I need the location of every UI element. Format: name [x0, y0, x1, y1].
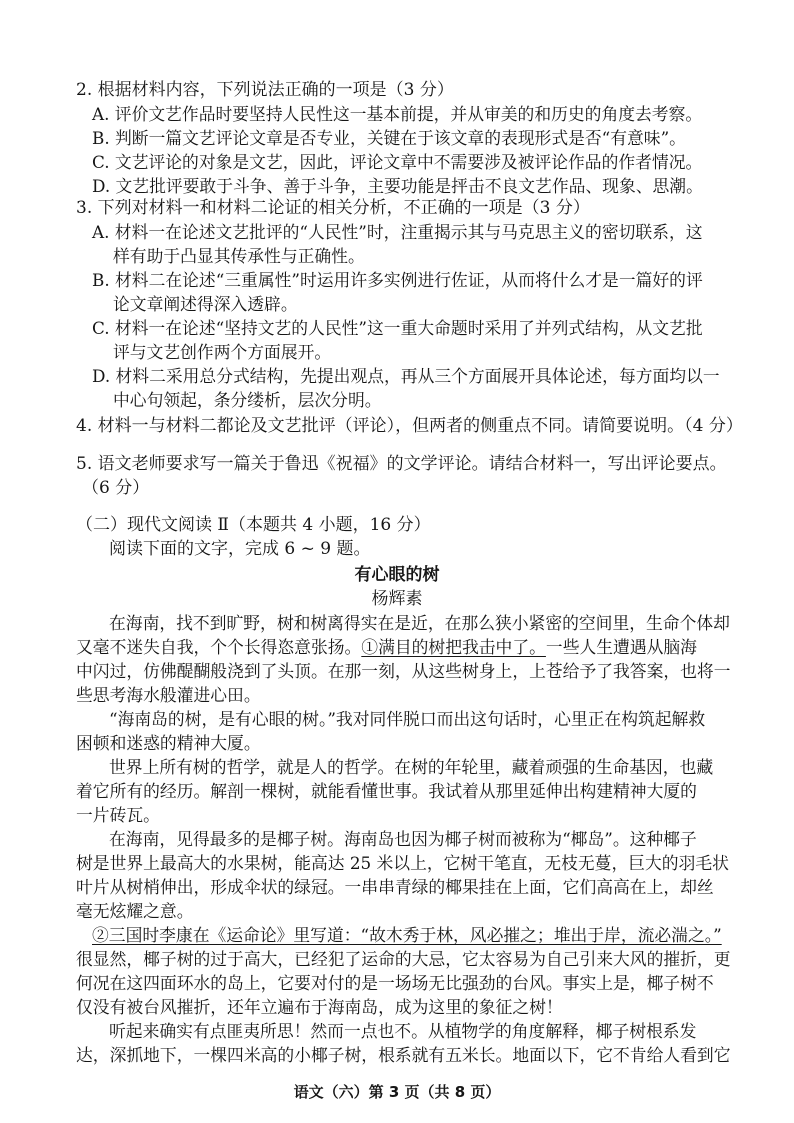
paragraph-1-line-1: 在海南，找不到旷野，树和树离得实在是近，在那么狭小紧密的空间里，生命个体却: [109, 613, 730, 633]
q4-stem: 4. 材料一与材料二都论及文艺批评（评论），但两者的侧重点不同。请简要说明。（4 分）: [76, 416, 743, 436]
q3-option-c-cont: 评与文艺创作两个方面展开。: [113, 342, 332, 362]
paragraph-3-line-2: 着它所有的经历。解剖一棵树，就能看懂世事。我试着从那里延伸出构建精神大厦的: [76, 781, 697, 801]
page-footer: 语文（六）第 3 页（共 8 页）: [293, 1083, 501, 1101]
paragraph-5-line-2: 很显然，椰子树的过于高大，已经犯了运命的大忌，它太容易为自己引来大风的摧折，更: [76, 949, 731, 969]
q3-option-b: B. 材料二在论述“三重属性”时运用许多实例进行佐证，从而将什么才是一篇好的评: [92, 270, 703, 290]
q5-stem: 5. 语文老师要求写一篇关于鲁迅《祝福》的文学评论。请结合材料一，写出评论要点。: [76, 454, 727, 474]
q2-option-d: D. 文艺批评要敢于斗争、善于斗争，主要功能是抨击不良文艺作品、现象、思潮。: [92, 176, 703, 196]
paragraph-4-line-3: 叶片从树梢伸出，形成伞状的绿冠。一串串青绿的椰果挂在上面，它们高高在上，却丝: [76, 877, 714, 897]
section-heading: （二）现代文阅读 Ⅱ（本题共 4 小题，16 分）: [76, 515, 431, 535]
q3-option-a: A. 材料一在论述文艺批评的“人民性”时，注重揭示其与马克思主义的密切联系，这: [92, 222, 703, 242]
q2-option-b: B. 判断一篇文艺评论文章是否专业，关键在于该文章的表现形式是否“有意味”。: [92, 128, 686, 148]
paragraph-3-line-1: 世界上所有树的哲学，就是人的哲学。在树的年轮里，藏着顽强的生命基因，也藏: [109, 757, 714, 777]
paragraph-6-line-1: 听起来确实有点匪夷所思！然而一点也不。从植物学的角度解释，椰子树根系发: [109, 1021, 697, 1041]
paragraph-3-line-3: 一片砖瓦。: [76, 805, 160, 825]
q2-option-a: A. 评价文艺作品时要坚持人民性这一基本前提，并从审美的和历史的角度去考察。: [92, 104, 703, 124]
underlined-sentence-2: ②三国时李康在《运命论》里写道：“故木秀于林，风必摧之；堆出于岸，流必湍之。”: [92, 925, 722, 945]
q3-option-d: D. 材料二采用总分式结构，先提出观点，再从三个方面展开具体论述，每方面均以一: [92, 366, 720, 386]
p1-text: 又毫不迷失自我，个个长得恣意张扬。: [76, 637, 362, 657]
q2-stem: 2. 根据材料内容，下列说法正确的一项是（3 分）: [76, 80, 454, 100]
paragraph-5-line-3: 何况在这四面环水的岛上，它要对付的是一场场无比强劲的台风。事实上是，椰子树不: [76, 973, 714, 993]
paragraph-5-line-1: [92, 923, 722, 947]
paragraph-1-line-2: [76, 635, 697, 659]
q3-option-a-cont: 样有助于凸显其传承性与正确性。: [113, 246, 365, 266]
q3-option-b-cont: 论文章阐述得深入透辟。: [113, 294, 298, 314]
paragraph-2-line-2: 困顿和迷惑的精神大厦。: [76, 733, 261, 753]
q3-stem: 3. 下列对材料一和材料二论证的相关分析，不正确的一项是（3 分）: [76, 198, 590, 218]
q3-option-c: C. 材料一在论述“坚持文艺的人民性”这一重大命题时采用了并列式结构，从文艺批: [92, 318, 703, 338]
paragraph-4-line-4: 毫无炫耀之意。: [76, 901, 194, 921]
article-title: 有心眼的树: [354, 565, 440, 585]
q3-option-d-cont: 中心句领起，条分缕析，层次分明。: [113, 390, 382, 410]
paragraph-4-line-2: 树是世界上最高大的水果树，能高达 25 米以上，它树干笔直，无枝无蔓，巨大的羽毛状: [76, 853, 729, 873]
paragraph-6-line-2: 达，深抓地下，一棵四米高的小椰子树，根系就有五米长。地面以下，它不肯给人看到它: [76, 1045, 731, 1065]
paragraph-5-line-4: 仅没有被台风摧折，还年立遍布于海南岛，成为这里的象征之树！: [76, 997, 563, 1017]
q2-option-c: C. 文艺评论的对象是文艺，因此，评论文章中不需要涉及被评论作品的作者情况。: [92, 152, 703, 172]
section-instruction: 阅读下面的文字，完成 6 ~ 9 题。: [109, 539, 371, 559]
article-author: 杨辉素: [371, 589, 423, 609]
q5-stem-cont: （6 分）: [82, 478, 150, 498]
underlined-sentence-1: ①满目的树把我击中了。: [361, 637, 546, 657]
paragraph-2-line-1: “海南岛的树，是有心眼的树。”我对同伴脱口而出这句话时，心里正在构筑起解救: [109, 709, 706, 729]
paragraph-4-line-1: 在海南，见得最多的是椰子树。海南岛也因为椰子树而被称为“椰岛”。这种椰子: [109, 829, 697, 849]
paragraph-1-line-3: 中闪过，仿佛醍醐般浇到了头顶。在那一刻，从这些树身上，上苍给予了我答案，也将一: [76, 661, 731, 681]
paragraph-1-line-4: 些思考海水般灌进心田。: [76, 685, 261, 705]
p1-text-tail: 一些人生遭遇从脑海: [545, 637, 697, 657]
